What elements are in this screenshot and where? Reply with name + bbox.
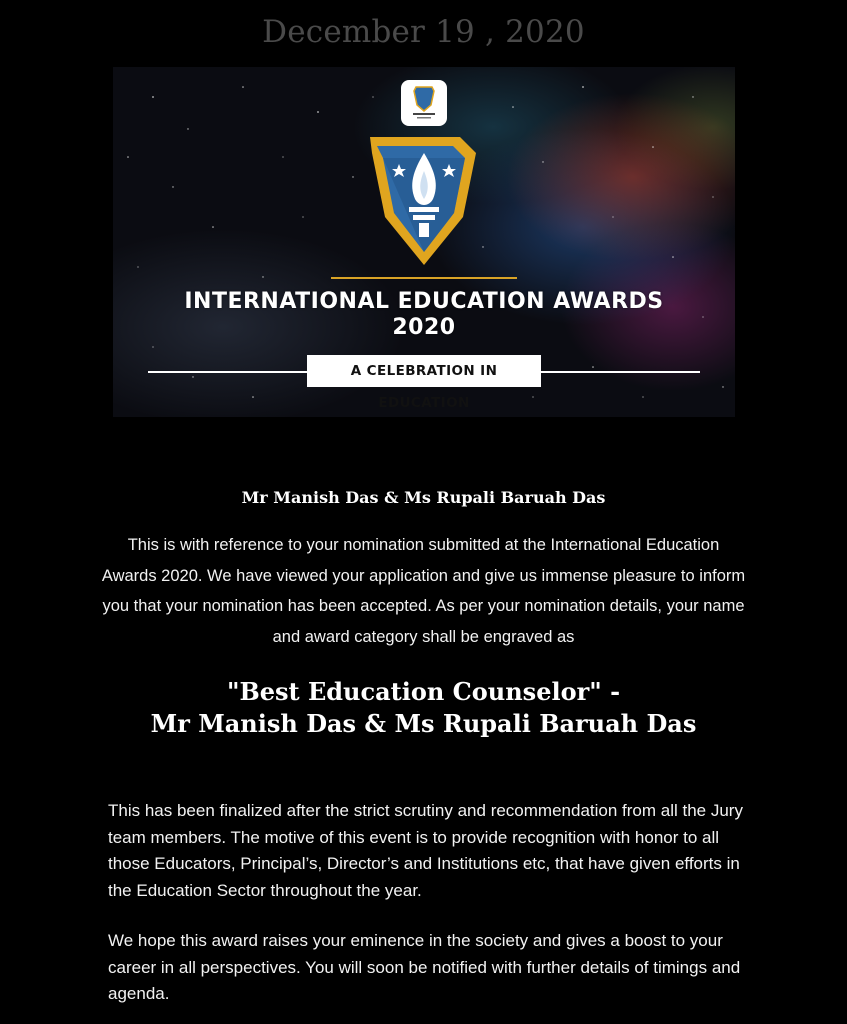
award-banner-image (113, 67, 735, 417)
award-category-line1: "Best Education Counselor" - (226, 677, 621, 706)
shield-emblem-icon (370, 137, 476, 265)
award-category (0, 676, 847, 740)
award-title-line2: 2020 (392, 315, 456, 340)
email-date: December 19 , 2020 (262, 14, 585, 50)
award-category-line2: Mr Manish Das & Ms Rupali Baruah Das (150, 709, 697, 738)
tagline-box: A CELEBRATION IN EDUCATION (307, 355, 541, 387)
top-logo-badge (401, 80, 447, 126)
award-title-line1: INTERNATIONAL EDUCATION AWARDS (184, 289, 664, 314)
recipient-name: Mr Manish Das & Ms Rupali Baruah Das (241, 488, 606, 507)
intro-paragraph: This is with reference to your nomination submitted at the International Education Awards 2020. We have viewed your application and give us immense pleasure to inform you that your nomination has been accepted. As per your nomination details, your name and award category shall be engraved as (101, 536, 746, 646)
body-paragraph-3: We hope this award raises your eminence in the society and gives a boost to your career in all perspectives. You will soon be notified with further details of timings and agenda. (108, 931, 741, 1003)
body-paragraph-2: This has been finalized after the strict scrutiny and recommendation from all the Jury team members. The motive of this event is to provide recognition with honor to all those Educators, Principal’s, Director’s and Institutions etc, that have given efforts in the Education Sector throughout the year. (108, 801, 743, 900)
